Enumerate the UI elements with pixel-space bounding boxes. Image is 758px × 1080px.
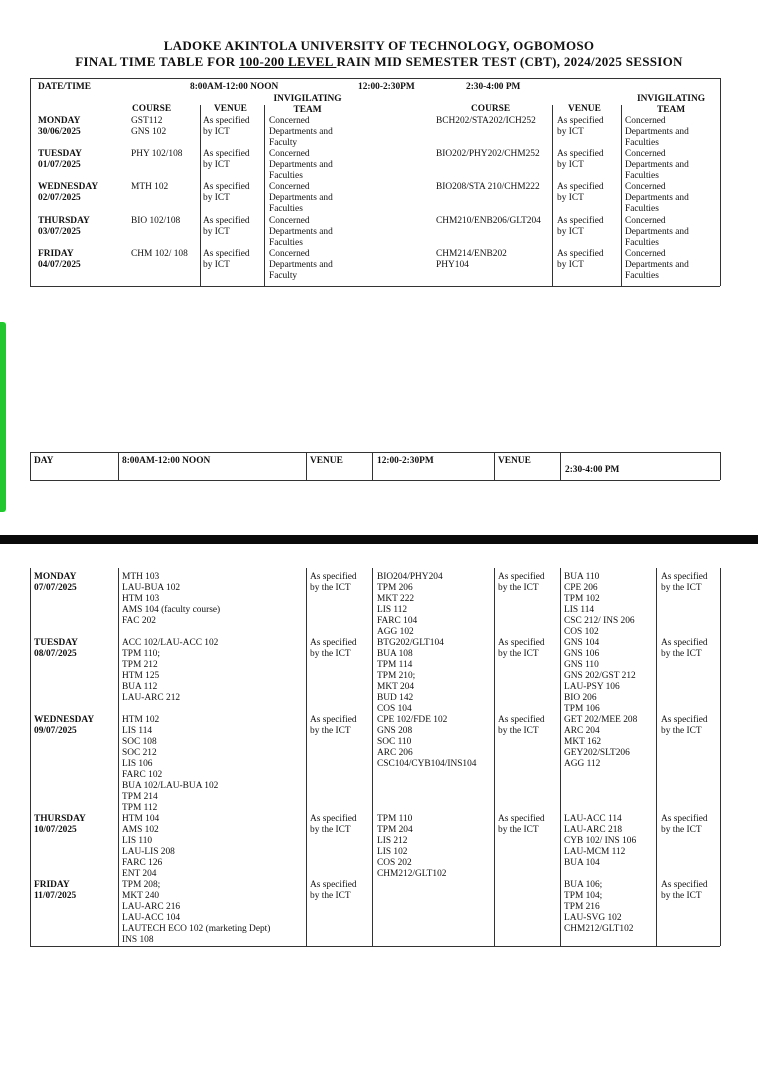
table2-divider bbox=[494, 568, 495, 946]
row-venue: As specified by the ICT bbox=[661, 572, 708, 593]
row-venue: As specified by the ICT bbox=[310, 814, 357, 835]
row-day: THURSDAY bbox=[38, 216, 90, 226]
green-edge-bar bbox=[0, 322, 6, 512]
row-venue: As specified by the ICT bbox=[661, 880, 708, 901]
table1-bottom-border bbox=[30, 286, 720, 287]
title-level: 100-200 LEVEL bbox=[239, 54, 337, 69]
row-course: CHM 102/ 108 bbox=[131, 249, 188, 259]
slot3-header: 2:30-4:00 PM bbox=[466, 82, 521, 92]
row-venue: As specified by the ICT bbox=[498, 814, 545, 835]
row-venue: As specified by the ICT bbox=[661, 715, 708, 736]
row-course-list: BTG202/GLT104 BUA 108 TPM 114 TPM 210; MKT 204 BUD 142 COS 104 bbox=[377, 638, 444, 714]
row-venue: As specified by ICT bbox=[557, 216, 604, 237]
row-course: PHY 102/108 bbox=[131, 149, 183, 159]
table2-divider bbox=[656, 568, 657, 946]
row-course-list: TPM 110 TPM 204 LIS 212 LIS 102 COS 202 CHM212/GLT102 bbox=[377, 814, 447, 879]
row-venue: As specified by the ICT bbox=[310, 715, 357, 736]
table2-header-divider bbox=[494, 452, 495, 480]
row-day: WEDNESDAY bbox=[34, 715, 95, 725]
row-course-list: BUA 106; TPM 104; TPM 216 LAU-SVG 102 CHM212/GLT102 bbox=[564, 880, 634, 934]
row-course-list: MTH 103 LAU-BUA 102 HTM 103 AMS 104 (faculty course) FAC 202 bbox=[122, 572, 221, 626]
row-date: 07/07/2025 bbox=[34, 583, 77, 593]
slot2-header: 12:00-2:30PM bbox=[377, 456, 434, 466]
table2-header-bottom bbox=[30, 480, 720, 481]
row-invigilators: Concerned Departments and Faculties bbox=[269, 149, 333, 181]
row-course-list: HTM 104 AMS 102 LIS 110 LAU-LIS 208 FARC 126 ENT 204 bbox=[122, 814, 175, 879]
invigilating-team-header: INVIGILATING TEAM bbox=[636, 94, 706, 115]
venue-header: VENUE bbox=[498, 456, 531, 466]
row-date: 09/07/2025 bbox=[34, 726, 77, 736]
table2-header-top bbox=[30, 452, 720, 453]
row-venue: As specified by the ICT bbox=[498, 638, 545, 659]
row-venue: As specified by ICT bbox=[557, 116, 604, 137]
row-venue: As specified by ICT bbox=[203, 182, 250, 203]
row-date: 02/07/2025 bbox=[38, 193, 81, 203]
row-invigilators: Concerned Departments and Faculties bbox=[625, 182, 689, 214]
row-course-list: GET 202/MEE 208 ARC 204 MKT 162 GEY202/SLT206 AGG 112 bbox=[564, 715, 638, 769]
invigilating-team-header: INVIGILATING TEAM bbox=[273, 94, 342, 115]
slot2-header: 12:00-2:30PM bbox=[358, 82, 415, 92]
table2-divider bbox=[560, 568, 561, 946]
row-day: FRIDAY bbox=[34, 880, 70, 890]
table2-header-divider bbox=[306, 452, 307, 480]
row-invigilators: Concerned Departments and Faculties bbox=[269, 182, 333, 214]
table2-bottom-border bbox=[30, 946, 720, 947]
row-date: 10/07/2025 bbox=[34, 825, 77, 835]
row-day: MONDAY bbox=[34, 572, 77, 582]
row-day: TUESDAY bbox=[34, 638, 78, 648]
table1-divider bbox=[621, 105, 622, 286]
row-venue: As specified by the ICT bbox=[310, 572, 357, 593]
table2-header-divider bbox=[720, 452, 721, 480]
row-date: 30/06/2025 bbox=[38, 127, 81, 137]
row-venue: As specified by the ICT bbox=[661, 814, 708, 835]
table2-header-divider bbox=[118, 452, 119, 480]
slot3-header: 2:30-4:00 PM bbox=[565, 465, 620, 475]
timetable-title bbox=[0, 54, 758, 70]
row-day: THURSDAY bbox=[34, 814, 86, 824]
table2-header-divider bbox=[372, 452, 373, 480]
row-venue: As specified by the ICT bbox=[498, 715, 545, 736]
venue-header: VENUE bbox=[568, 104, 601, 114]
row-course: BIO 102/108 bbox=[131, 216, 181, 226]
title-suffix: RAIN MID SEMESTER TEST (CBT), 2024/2025 SESSION bbox=[336, 54, 683, 69]
course-header: COURSE bbox=[471, 104, 511, 114]
row-course-list: TPM 208; MKT 240 LAU-ARC 216 LAU-ACC 104 LAUTECH ECO 102 (marketing Dept) INS 108 bbox=[122, 880, 271, 945]
row-venue: As specified by the ICT bbox=[310, 880, 357, 901]
university-name: LADOKE AKINTOLA UNIVERSITY OF TECHNOLOGY, OGBOMOSO bbox=[163, 38, 595, 53]
row-invigilators: Concerned Departments and Faculties bbox=[625, 149, 689, 181]
day-header: DAY bbox=[34, 456, 54, 466]
row-course: MTH 102 bbox=[131, 182, 169, 192]
row-date: 04/07/2025 bbox=[38, 260, 81, 270]
row-course: BIO202/PHY202/CHM252 bbox=[436, 149, 540, 159]
row-course: GST112 GNS 102 bbox=[131, 116, 167, 137]
row-course-list: ACC 102/LAU-ACC 102 TPM 110; TPM 212 HTM 125 BUA 112 LAU-ARC 212 bbox=[122, 638, 219, 703]
table2-left-border bbox=[30, 568, 31, 946]
row-course: BCH202/STA202/ICH252 bbox=[436, 116, 536, 126]
slot1-header: 8:00AM-12:00 NOON bbox=[122, 456, 211, 466]
row-course-list: CPE 102/FDE 102 GNS 208 SOC 110 ARC 206 CSC104/CYB104/INS104 bbox=[377, 715, 477, 769]
row-venue: As specified by ICT bbox=[557, 182, 604, 203]
table2-header-divider bbox=[560, 452, 561, 480]
row-date: 11/07/2025 bbox=[34, 891, 77, 901]
table1-divider bbox=[264, 105, 265, 286]
row-venue: As specified by the ICT bbox=[661, 638, 708, 659]
row-venue: As specified by ICT bbox=[203, 249, 250, 270]
row-invigilators: Concerned Departments and Faculties bbox=[269, 216, 333, 248]
row-venue: As specified by the ICT bbox=[498, 572, 545, 593]
row-date: 03/07/2025 bbox=[38, 227, 81, 237]
table2-divider bbox=[372, 568, 373, 946]
table1-divider bbox=[200, 105, 201, 286]
table2-header-divider bbox=[30, 452, 31, 480]
row-day: WEDNESDAY bbox=[38, 182, 99, 192]
venue-header: VENUE bbox=[214, 104, 247, 114]
row-invigilators: Concerned Departments and Faculties bbox=[625, 116, 689, 148]
page-separator bbox=[0, 535, 758, 544]
title-prefix: FINAL TIME TABLE FOR bbox=[75, 54, 240, 69]
row-course-list: HTM 102 LIS 114 SOC 108 SOC 212 LIS 106 FARC 102 BUA 102/LAU-BUA 102 TPM 214 TPM 112 bbox=[122, 715, 219, 813]
table1-divider bbox=[552, 105, 553, 286]
row-date: 08/07/2025 bbox=[34, 649, 77, 659]
row-venue: As specified by ICT bbox=[557, 149, 604, 170]
row-date: 01/07/2025 bbox=[38, 160, 81, 170]
table1-right-border bbox=[720, 78, 721, 286]
row-venue: As specified by ICT bbox=[203, 116, 250, 137]
row-course: CHM210/ENB206/GLT204 bbox=[436, 216, 541, 226]
table2-right-border bbox=[720, 568, 721, 946]
row-day: MONDAY bbox=[38, 116, 81, 126]
row-invigilators: Concerned Departments and Faculties bbox=[625, 249, 689, 281]
row-invigilators: Concerned Departments and Faculties bbox=[625, 216, 689, 248]
table1-left-border bbox=[30, 78, 31, 286]
row-day: FRIDAY bbox=[38, 249, 74, 259]
slot1-header: 8:00AM-12:00 NOON bbox=[190, 82, 279, 92]
row-course-list: LAU-ACC 114 LAU-ARC 218 CYB 102/ INS 106 LAU-MCM 112 BUA 104 bbox=[564, 814, 637, 868]
row-course-list: BUA 110 CPE 206 TPM 102 LIS 114 CSC 212/ INS 206 COS 102 bbox=[564, 572, 635, 637]
row-venue: As specified by ICT bbox=[203, 149, 250, 170]
course-header: COURSE bbox=[132, 104, 172, 114]
row-day: TUESDAY bbox=[38, 149, 82, 159]
row-venue: As specified by ICT bbox=[203, 216, 250, 237]
table1-top-border bbox=[30, 78, 720, 79]
row-course: CHM214/ENB202 PHY104 bbox=[436, 249, 507, 270]
row-venue: As specified by the ICT bbox=[310, 638, 357, 659]
datetime-header: DATE/TIME bbox=[38, 82, 91, 92]
row-invigilators: Concerned Departments and Faculty bbox=[269, 249, 333, 281]
table2-divider bbox=[306, 568, 307, 946]
row-course: BIO208/STA 210/CHM222 bbox=[436, 182, 540, 192]
row-venue: As specified by ICT bbox=[557, 249, 604, 270]
venue-header: VENUE bbox=[310, 456, 343, 466]
row-invigilators: Concerned Departments and Faculty bbox=[269, 116, 333, 148]
table2-divider bbox=[118, 568, 119, 946]
row-course-list: BIO204/PHY204 TPM 206 MKT 222 LIS 112 FARC 104 AGG 102 bbox=[377, 572, 443, 637]
row-course-list: GNS 104 GNS 106 GNS 110 GNS 202/GST 212 LAU-PSY 106 BIO 206 TPM 106 bbox=[564, 638, 636, 714]
